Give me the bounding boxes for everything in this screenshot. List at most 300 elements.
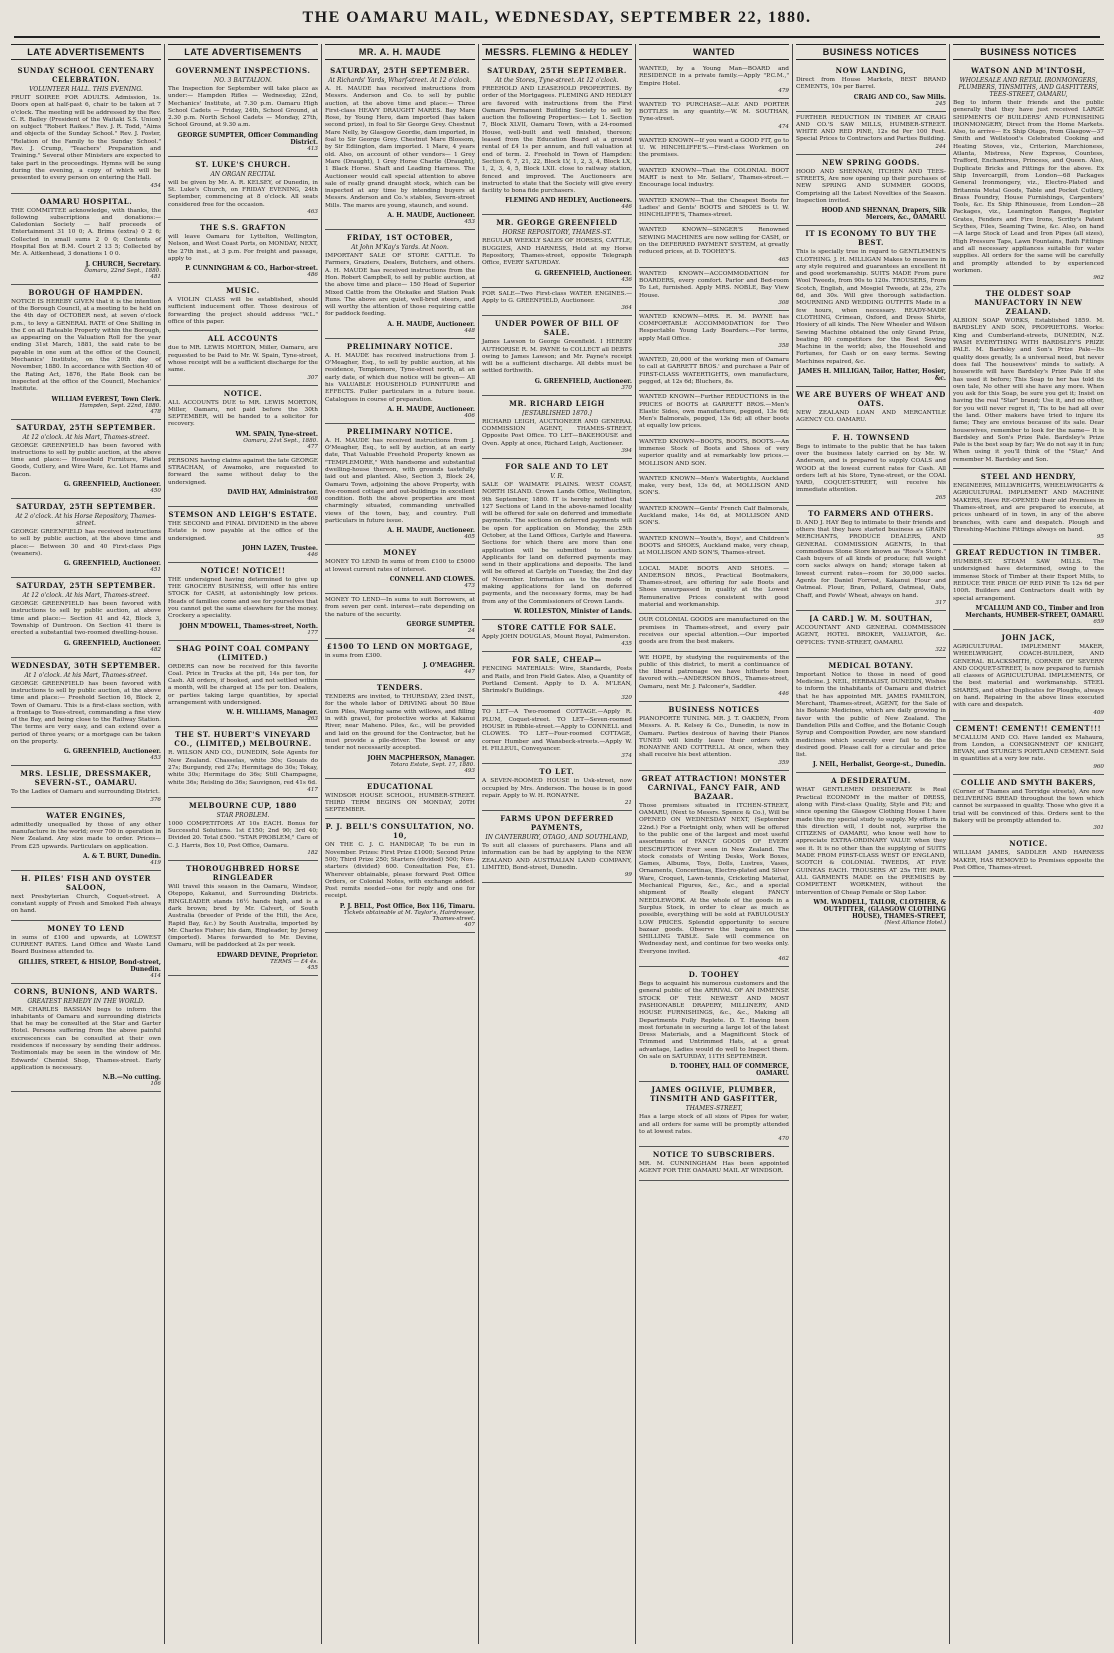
ad-heading: FOR SALE, CHEAP— — [512, 655, 602, 665]
ad-heading: JAMES OGILVIE, PLUMBER, TINSMITH AND GASFITTER, — [650, 1085, 778, 1104]
ad-reference-number: 454 — [150, 182, 161, 189]
advertisement — [325, 779, 475, 820]
ad-body-text: PERSONS having claims against the late GEORGE STRACHAN, of Awamoko, are requested to forward the same without delay to the undersigned. — [168, 457, 318, 486]
ad-reference-number: 358 — [778, 343, 789, 350]
advertisement — [11, 420, 161, 499]
advertisement — [11, 871, 161, 921]
advertisement — [325, 339, 475, 424]
ad-reference-number: 419 — [150, 859, 161, 866]
ad-heading: FRIDAY, 1ST OCTOBER, — [346, 233, 454, 243]
ad-body-text: (Corner of Thames and Torridge streets), Are now DELIVERING BREAD throughout the town which cannot be surpassed in quality. Those who give it a trial will be convinced of this. Orders sent to the Bakery will be promptly attended to. — [953, 788, 1104, 824]
advertisement — [639, 63, 789, 99]
ad-body-text: D. AND J. HAY Beg to intimate to their friends and others that they have started business as GRAIN MERCHANTS, PRODUCE DEALERS, AND GENERAL COMMISSION AGENTS, In that commodious Stone Store known as "Ross's Store." Cash buyers of all kinds of produce; full weight corn sacks always on hand; storage taken at lowest current rates—room for 30,000 sacks. Agents for Daniel Forrest, Kakanui Flour and Oatmeal. Flour, Bran, Pollard, Oatmeal, Oats, Chaff, and Fowls' Wheat, always on hand. — [796, 519, 946, 599]
ad-reference-number: 493 — [464, 767, 475, 774]
ad-signature-line: Oamaru, 21st Sept., 1880. — [243, 437, 318, 444]
column-2 — [165, 44, 322, 1644]
ad-body-text: A. H. MAUDE has received instructions from J. O'Meagher, Esq., to sell by auction, at an early date, That Valuable Freehold Property known as "TEMPLEMORE," With handsome and substantial dwelling-house thereon, with grounds tastefully laid out and planted. Also, Section 3, Block 24, Oamaru Town, adjoining the above Property, with five-roomed cottage and out-buildings in excellent condition. Both the above properties are most charmingly situated, commanding unrivalled views of the town, bay, and country. Full particulars in future issue. — [325, 437, 475, 525]
ad-body-text: will be given by Mr. A. R. KELSEY, of Dunedin, in St. Luke's Church, on FRIDAY EVENING, 24th September, commencing at 8 o'clock. All seats considered free for the occasion. — [168, 179, 318, 208]
advertisement — [639, 1147, 789, 1181]
column-header: WANTED — [639, 44, 789, 60]
masthead-rule — [14, 36, 1100, 38]
ad-signature: CRAIG AND CO., Saw Mills. — [853, 93, 946, 101]
ad-signature-line: Totara Estate, Sept. 17, 1880. — [390, 761, 475, 768]
column-header: BUSINESS NOTICES — [953, 44, 1104, 60]
ad-heading: COLLIE AND SMYTH BAKERS, — [960, 777, 1097, 787]
ad-body-text: Direct from House Markets, BEST BRAND CEMENTS, 10s per Barrel. — [796, 77, 946, 91]
advertisement — [11, 63, 161, 194]
advertisement — [11, 658, 161, 767]
ad-reference-number: 446 — [778, 691, 789, 697]
advertisement — [325, 819, 475, 932]
ad-body-text: WANTED KNOWN—Men's Watertights, Auckland make, very best, 13s 6d, at MOLLISON AND SON'S. — [639, 475, 789, 497]
advertisement — [639, 391, 789, 435]
ad-signature: N.B.—No cutting. — [102, 1074, 161, 1082]
ad-body-text: THE SECOND and FINAL DIVIDEND in the above Estate is now payable at the office of the undersigned. — [168, 520, 318, 542]
ad-heading: THOROUGHBRED HORSE RINGLEADER — [186, 864, 300, 883]
ad-heading: UNDER POWER OF BILL OF SALE. — [494, 319, 620, 338]
ad-body-text: WANTED TO PURCHASE—ALE AND PORTER BOTTLES in any quantity.—W. M. SOUTHAN, Tyne-street. — [639, 101, 789, 123]
ad-subheading: STAR PROBLEM. — [216, 811, 270, 819]
ad-body-text: TO LET—A Two-roomed COTTAGE.—Apply R. PLUM, Coquet-street. TO LET—Seven-roomed HOUSE in Ribble-street.—Apply to CONNELL and CLOWES. TO LET—Four-roomed COTTAGE, corner Humber and Wansbeck-streets.—Apply W. H. FILLEUL, Conveyancer. — [482, 709, 632, 752]
ad-reference-number: 414 — [150, 972, 161, 979]
ad-body-text: THE COMMITTEE acknowledge, with thanks, the following subscriptions and donations:— Caledonian Society — half proceeds of Entertainment 31 10 0; A. Brims (extra) 0 2 6; Collected in small sums 2 0 0; Contents of Hospital Box at B.M. Court 2 13 5; Collected by Mr. A. Aitkenhead, 3 donations 1 0 0. — [11, 207, 161, 258]
advertisement — [953, 721, 1104, 775]
ad-heading: BUSINESS NOTICES — [668, 705, 760, 714]
advertisement — [168, 157, 318, 220]
ad-body-text: WHAT GENTLEMEN DESIDERATE is Real Practical ECONOMY in the matter of DRESS, along with First-class Quality, Style and Fit; and since opening the Glasgow Clothing House I have made this my special study to supply. My efforts in this direction will, I doubt not, surprise the CITIZENS of OAMARU, who know well how to appreciate EXTRA-ORDINARY VALUE when they see it. It is no other than the supplying of SUITS MADE FROM FIRST-CLASS WEST OF ENGLAND, SCOTCH & COLONIAL TWEEDS, AT FIVE GUINEAS EACH. TROUSERS AT 25s THE PAIR. ALL GARMENTS MADE on the PREMISES by COMPETENT WORKMEN, without the intervention of Cheap Female or Slop Labor. — [796, 787, 946, 896]
ad-reference-number: 455 — [307, 964, 318, 971]
advertisement — [953, 836, 1104, 877]
ad-heading: IT IS ECONOMY TO BUY THE BEST. — [805, 229, 937, 248]
advertisement — [168, 861, 318, 976]
ad-heading: SATURDAY, 25TH SEPTEMBER. — [16, 422, 156, 432]
ad-body-text: Begs to acquaint his numerous customers and the general public of the ARRIVAL OF AN IMMENSE STOCK OF THE NEWEST AND MOST FASHIONABLE DRAPERY, MILLINERY, AND HOUSE FURNISHINGS, &c., &c., Making all Departments Fully Replete. D. T. Having been most fortunate in securing a large lot of the latest Dress Materials, and a Magnificent Stock of Trimmed and Untrimmed Hats, at a great advantage, Ladies would do well to Inspect them. On sale on SATURDAY, 11TH SEPTEMBER. — [639, 981, 789, 1060]
ad-subheading: At 2 o'clock. At his Horse Repository, Thames-street. — [15, 512, 157, 527]
advertisement — [639, 473, 789, 503]
ad-reference-number: 481 — [150, 273, 161, 280]
advertisement — [11, 808, 161, 871]
ad-reference-number: 359 — [778, 759, 789, 766]
advertisement — [953, 63, 1104, 286]
advertisement — [168, 331, 318, 385]
advertisement — [168, 63, 318, 157]
ad-body-text: M'CALLUM AND CO. Have landed ex Mahaura, from London, a CONSIGNMENT OF KNIGHT, BEVAN, and STURGE'S PORTLAND CEMENT. Sold in quantities at a very low rate. — [953, 734, 1104, 763]
ad-reference-number: 413 — [307, 145, 318, 152]
advertisement — [639, 436, 789, 473]
advertisement — [639, 563, 789, 615]
ad-signature: JOHN MACPHERSON, Manager. — [367, 754, 475, 762]
advertisement — [168, 220, 318, 283]
ad-signature: A. H. MAUDE, Auctioneer. — [387, 405, 475, 413]
ad-reference-number: 99 — [624, 872, 632, 879]
advertisement — [168, 641, 318, 728]
ad-heading: FARMS UPON DEFERRED PAYMENTS, — [500, 814, 614, 833]
ad-subheading: HORSE REPOSITORY, THAMES-ST. — [502, 229, 612, 237]
ad-signature: W. H. WILLIAMS, Manager. — [226, 709, 318, 717]
ad-heading: BOROUGH OF HAMPDEN. — [28, 287, 144, 297]
ad-heading: MR. RICHARD LEIGH — [509, 398, 605, 408]
ad-signature: M'CALLUM AND CO., Timber and Iron Merchants, HUMBER-STREET, OAMARU. — [965, 604, 1104, 619]
ad-body-text: PIANOFORTE TUNING. MR. J. T. OAKDEN, From Messrs. A. R. Kelsey & Co., Dunedin, is now in Oamaru. Parties desirous of having their Pianos TUNED will kindly leave their orders with RONAYNE AND COTTRELL. At once, when they shall receive his best attention. — [639, 716, 789, 759]
advertisement — [796, 387, 946, 430]
ad-body-text: FURTHER REDUCTION IN TIMBER AT CRAIG AND CO.'S SAW MILLS, HUMBER-STREET. WHITE AND RED PINE, 12s 6d Per 100 Feet. Special Prices to Contractors and Parties Building. — [796, 114, 946, 143]
ad-heading: PRELIMINARY NOTICE. — [346, 341, 454, 351]
advertisement — [11, 578, 161, 657]
advertisement — [639, 614, 789, 651]
ad-signature: EDWARD DEVINE, Proprietor. — [216, 951, 318, 959]
ad-body-text: LOCAL MADE BOOTS AND SHOES. —ANDERSON BROS., Practical Bootmakers, Thames-street, are offering for sale Boots and Shoes unsurpassed in quality at the Lowest Remunerative Prices consistent with good material and workmanship. — [639, 565, 789, 609]
ad-heading: [A CARD.] W. M. SOUTHAN, — [809, 613, 933, 623]
ad-signature: JOHN M'DOWELL, Thames-street, North. — [179, 622, 318, 630]
column-header: BUSINESS NOTICES — [796, 44, 946, 60]
ad-signature: J. NEIL, Herbalist, George-st., Dunedin. — [812, 761, 946, 769]
ad-heading: PRELIMINARY NOTICE. — [346, 426, 454, 436]
ad-body-text: A VIOLIN CLASS will be established, should sufficient inducement offer. Those desirous of forwarding the project should address "W.L." office of this paper. — [168, 297, 318, 326]
advertisement — [168, 283, 318, 331]
ad-subheading: At 12 o'clock. At his Mart, Thames-street. — [22, 592, 150, 600]
advertisement — [482, 459, 632, 620]
ad-subheading: THAMES-STREET, — [685, 1105, 743, 1113]
columns-container — [8, 44, 1108, 1644]
advertisement — [482, 215, 632, 287]
ad-body-text: WANTED KNOWN—That the Cheapest Boots for Ladies' and Gents' BOOTS and SHOES is U. W. HINCHLIFFE'S, Thames-street. — [639, 197, 789, 219]
ad-reference-number: 405 — [464, 534, 475, 541]
ad-subheading: WHOLESALE AND RETAIL IRONMONGERS, PLUMBERS, TINSMITHS, AND GASFITTERS, TEES-STREET, OAMARU, — [958, 77, 1099, 98]
ad-body-text: Begs to intimate to the public that he has taken over the business lately carried on by Mr. W. Anderson, and is prepared to supply COALS and WOOD at the lowest current rates for Cash. All orders left at his Store, Tyne-street, or the COAL YARD, COQUET-STREET, will receive his immediate attention. — [796, 443, 946, 494]
ad-heading: MR. GEORGE GREENFIELD — [496, 218, 618, 228]
ad-body-text: REGULAR WEEKLY SALES OF HORSES, CATTLE, BUGGIES, AND HARNESS, Held at my Horse Repository, Thames-street, opposite Telegraph Office, EVERY SATURDAY. — [482, 238, 632, 267]
ad-body-text: in sums of £100 and upwards, at LOWEST CURRENT RATES. Land Office and Waste Land Board Business attended to. — [11, 934, 161, 956]
ad-signature: FLEMING AND HEDLEY, Auctioneers. — [505, 197, 632, 205]
ad-body-text: NOTICE IS HEREBY GIVEN that it is the intention of the Borough Council, at a meeting to be held on the 4th day of OCTOBER next, at seven o'clock p.m., to levy a GENERAL RATE of One Shilling in the £ on all Rateable Property within the Borough, as appearing on the Valuation Roll for the year ending 31st March, 1881, the said rate to be payable in one sum at the office of the Council, Mechanics' Institute, on the 20th day of November, 1880. In accordance with Section 40 of the Rating Act, 1876, the Rate Book can be inspected at the office of the Council, Mechanics' Institute. — [11, 298, 161, 393]
ad-reference-number: 474 — [778, 123, 789, 130]
ad-heading: A DESIDERATUM. — [831, 776, 911, 786]
advertisement — [639, 311, 789, 354]
advertisement — [796, 63, 946, 112]
ad-reference-number: 417 — [307, 786, 318, 793]
ad-heading: JOHN JACK, — [1001, 632, 1056, 642]
advertisement — [325, 680, 475, 778]
advertisement — [482, 396, 632, 459]
advertisement — [953, 286, 1104, 469]
ad-reference-number: 364 — [621, 305, 632, 312]
advertisement — [482, 652, 632, 706]
ad-body-text: WILLIAM JAMES, SADDLER AND HARNESS MAKER, HAS REMOVED to Premises opposite the Post Office, Thames-street. — [953, 850, 1104, 871]
ad-heading: GREAT REDUCTION IN TIMBER. — [955, 548, 1102, 558]
ad-heading: STEEL AND HENDRY, — [980, 472, 1077, 482]
ad-body-text: Has a large stock of all sizes of Pipes for water, and all orders for same will be promptly attended to at lowest rates. — [639, 1114, 789, 1135]
ad-reference-number: 322 — [935, 646, 946, 653]
ad-heading: D. TOOHEY — [688, 970, 740, 980]
advertisement — [11, 766, 161, 807]
advertisement — [639, 652, 789, 702]
ad-heading: NEW SPRING GOODS. — [822, 157, 920, 167]
ad-heading: CORNS, BUNIONS, AND WARTS. — [13, 986, 159, 996]
ad-heading: MELBOURNE CUP, 1880 — [188, 800, 298, 810]
ad-signature: GEORGE SUMPTER. — [406, 620, 475, 628]
advertisement — [953, 775, 1104, 836]
ad-body-text: WANTED KNOWN—Gents' French Calf Balmorals, Auckland make, 14s 6d, at MOLLISON AND SON'S. — [639, 505, 789, 527]
column-header: MR. A. H. MAUDE — [325, 44, 475, 60]
ad-heading: SHAG POINT COAL COMPANY (LIMITED.) — [176, 643, 310, 662]
ad-signature: G. GREENFIELD, Auctioneer. — [63, 639, 161, 647]
ad-heading: GOVERNMENT INSPECTIONS. — [175, 66, 311, 75]
ad-heading: TO FARMERS AND OTHERS. — [808, 508, 934, 518]
ad-signature: WILLIAM EVEREST, Town Clerk. — [51, 395, 161, 403]
ad-heading: SATURDAY, 25TH SEPTEMBER. — [330, 66, 470, 75]
ad-reference-number: 450 — [150, 487, 161, 494]
ad-reference-number: 407 — [464, 921, 475, 928]
ad-reference-number: 478 — [150, 408, 161, 415]
ad-heading: WEDNESDAY, 30TH SEPTEMBER. — [11, 660, 161, 670]
column-3 — [322, 44, 479, 1644]
ad-signature: P. J. BELL, Post Office, Box 116, Timaru. — [339, 902, 475, 910]
ad-heading: SATURDAY, 25TH SEPTEMBER. — [487, 66, 627, 75]
advertisement — [168, 455, 318, 507]
ad-signature: CONNELL AND CLOWES. — [389, 575, 475, 583]
ad-signature: A. & T. BURT, Dunedin. — [82, 852, 161, 860]
ad-reference-number: 477 — [307, 443, 318, 450]
ad-reference-number: 479 — [778, 87, 789, 94]
ad-heading: THE ST. HUBERT'S VINEYARD CO., (LIMITED,) MELBOURNE. — [174, 730, 312, 749]
ad-signature: GEORGE SUMPTER, Officer Commanding District. — [177, 131, 318, 146]
ad-subheading: At the Stores, Tyne-street. At 12 o'clock. — [495, 77, 619, 84]
ad-signature-line: Hampden, Sept. 22nd, 1880. — [79, 402, 161, 409]
ad-heading: MONEY TO LEND — [47, 923, 125, 933]
ad-subheading: At Richards' Yards, Wharf-street. At 12 o'clock. — [328, 77, 472, 84]
advertisement — [953, 469, 1104, 545]
ad-reference-number: 453 — [150, 755, 161, 762]
ad-body-text: A SEVEN-ROOMED HOUSE in Usk-street, now occupied by Mrs. Anderson. The house is in good repair. Apply to W. H. RONAYNE. — [482, 778, 632, 799]
ad-subheading: VOLUNTEER HALL. THIS EVENING. — [29, 86, 143, 93]
ad-reference-number: 374 — [621, 753, 632, 760]
advertisement — [325, 63, 475, 230]
column-1 — [8, 44, 165, 1644]
ad-body-text: FRUIT SOIREE FOR ADULTS. Admission, 1s. Doors open at half-past 6, chair to be taken at 7 o'clock. The meeting will be addressed by the Rev. C. R. Bailey (President of the Waitaki S.S. Union) on subject "Robert Raikes." Rev. J. R. Todd, "Aims and objects of the Sunday School." Rev. J. Foster, "Relation of the Family to the Sunday School." Rev. J. Crump, "Teachers' Preparation and Training." Several other Ministers are expected to take part in the proceedings. Hymns will be sung during the evening, a copy of which will be presented to every person on entering the Hall. — [11, 95, 161, 182]
ad-reference-number: 245 — [935, 100, 946, 107]
ad-body-text: WINDSOR HOUSE SCHOOL, HUMBER-STREET. THIRD TERM BEGINS ON MONDAY, 20TH SEPTEMBER. — [325, 792, 475, 814]
ad-body-text: A. H. MAUDE has received instructions from Messrs. Anderson and Co. to sell by public auction, at the above time and place:— Three First-class HEAVY DRAUGHT MARES. Bay Mare Rose, by Young Hero, dam imported (has taken second prize), in foal to Sir George Grey. Chestnut Mare Nelly, by Glasgow Geordie, dam imported, in foal to Sir George Grey. Chestnut Mare Blossom, by Sir Ediington, dam imported. 1 Mare, 4 years old. Also, on account of other vendors— 1 Grey Mare (Draught), 1 Grey Horse Charlie (Draught), 1 Black Horse. Shaft and Leading Harness. The Auctioneer would call special attention to above sale of really grand draught stock, which can be inspected at any time by intending buyers at Messrs. Anderson and Co.'s stables, Severn-street Mills. The mares are young, staunch, and sound. — [325, 86, 475, 209]
ad-signature-line: Tickets obtainable at M. Taylor's, Hairdresser, Thames-street. — [343, 909, 475, 922]
ad-heading: ST. LUKE'S CHURCH. — [195, 159, 291, 169]
ad-heading: MEDICAL BOTANY. — [828, 660, 914, 670]
advertisement — [168, 563, 318, 641]
column-header: LATE ADVERTISEMENTS — [168, 44, 318, 60]
ad-subheading: At 12 o'clock. At his Mart, Thames-street. — [22, 433, 150, 441]
ad-heading: NOTICE. — [1009, 839, 1048, 849]
ad-body-text: due to MR. LEWIS MORTON, Miller, Oamaru, are requested to be Paid to Mr. W. Spain, Tyne-street, whose receipt will be a sufficient discharge for the same. — [168, 345, 318, 374]
ad-reference-number: 308 — [778, 299, 789, 306]
ad-signature: JOHN LAZEN, Trustee. — [242, 544, 318, 552]
ad-reference-number: 465 — [778, 256, 789, 263]
ad-subheading: At 1 o'clock. At his Mart, Thames-street. — [24, 671, 148, 679]
ad-body-text: TENDERS are invited, to THURSDAY, 23rd INST., for the whole labor of DRIVING about 50 Blue Gum Piles, Warping same with willows, and filling in with gravel, for protective works at Kakanui River, near Maheno. Piles, &c., will be provided and laid on the ground for the Contractor, but he must provide a pile-driver. The lowest or any tender not necessarily accepted. — [325, 694, 475, 752]
ad-body-text: HUMBER-ST. STEAM SAW MILLS. The undersigned have determined, owing to the immense Stock of Timber at their Export Mills, to REDUCE THE PRICE OF RED PINE To 12s 6d per 100ft. Builders and Contractors dealt with by special arrangement. — [953, 559, 1104, 602]
ad-signature: A. H. MAUDE, Auctioneer. — [387, 320, 475, 328]
ad-body-text: WANTED KNOWN—Youth's, Boys', and Children's BOOTS and SHOES, Auckland make, very cheap, at MOLLISON AND SON'S, Thames-street. — [639, 535, 789, 557]
ad-subheading: AN ORGAN RECITAL — [210, 170, 276, 178]
ad-subheading: At John M'Kay's Yards. At Noon. — [351, 244, 449, 252]
ad-signature: HOOD AND SHENNAN, Drapers, Silk Mercers, &c., OAMARU. — [821, 207, 946, 222]
ad-reference-number: 453 — [464, 219, 475, 226]
ad-body-text: WANTED KNOWN—MRS. R. M. PAYNE has COMFORTABLE ACCOMMODATION for Two Respectable Young Lady Boarders.—For terms, apply Mail Office. — [639, 313, 789, 342]
ad-body-text: Important Notice to those in need of good Medicine. J. NEIL, HERBALIST, DUNEDIN, Wishes to inform the inhabitants of Oamaru and district that he has appointed MR. JAMES FAMILTON, Merchant, Thames-street, AGENT, for the Sale of his Botanic Medicines, which are daily growing in favor with the public of New Zealand. The Dandelion Pills and Coffee, and the Botanic Cough Syrup and Composition Powder, are now standard medicines which scarcely ever fail to do the desired good. Please call for a circular and price list. — [796, 671, 946, 759]
advertisement — [639, 135, 789, 165]
ad-body-text: WANTED KNOWN—SINGER'S Renowned SEWING MACHINES are now selling for CASH, or on the DEFERRED PAYMENT SYSTEM, at greatly reduced prices, at D. TOOHEY'S. — [639, 227, 789, 256]
ad-body-text: ENGINEERS, MILLWRIGHTS, WHEELWRIGHTS & AGRICULTURAL IMPLEMENT AND MACHINE MAKERS, Have RE-OPENED their old Premises in Thames-street, and are prepared to execute, at prices unheard of in town, in any of the above branches, with care and despatch. Plough and Threshing-Machine Fittings always on hand. — [953, 483, 1104, 533]
ad-body-text: ALL ACCOUNTS DUE to MR. LEWIS MORTON, Miller, Oamaru, not paid before the 30th SEPTEMBER, will be handed to a solicitor for recovery. — [168, 399, 318, 428]
ad-body-text: ACCOUNTANT AND GENERAL COMMISSION AGENT, HOTEL BROKER, VALUATOR, &c. OFFICES: TYNE-STREET, OAMARU. — [796, 624, 946, 646]
ad-reference-number: 406 — [464, 412, 475, 419]
ad-signature: DAVID HAY, Administrator. — [227, 488, 318, 496]
ad-heading: GREAT ATTRACTION! MONSTER CARNIVAL, FANCY FAIR, AND BAZAAR. — [641, 773, 787, 801]
ad-reference-number: 486 — [307, 272, 318, 279]
ad-body-text: To suit all classes of purchasers. Plans and all information can be had by applying to the NEW ZEALAND AND AUSTRALIAN LAND COMPANY, LIMITED, Bond-street, Dunedin. — [482, 843, 632, 871]
ad-signature: G. GREENFIELD, Auctioneer. — [63, 560, 161, 568]
ad-body-text: SALE OF WAIMATE PLAINS. WEST COAST, NORTH ISLAND. Crown Lands Office, Wellington, 9th September, 1880. IT is hereby notified that 127 Sections of Land in the above-named locality will be offered for sale on deferred and immediate payments. The sections on deferred payments will be open for application on Monday, the 25th October, at the Land Offices, Carlyle and Hawera. Sections for which there are more than one application will be submitted to auction. Applicants for land on deferred payments may send in their applications and deposits. The land will be offered at Carlyle on Tuesday, the 2nd day of November. Information as to the mode of making applications for land on deferred payments, and the necessary forms, may be had from any of the Commissioners of Crown Lands. — [482, 481, 632, 605]
advertisement — [639, 268, 789, 311]
ad-body-text: RICHARD LEIGH, AUCTIONEER AND GENERAL COMMISSION AGENT, THAMES-STREET, Opposite Post Office. TO LET—BAKEHOUSE and Oven. Apply at once, Richard Leigh, Auctioneer. — [482, 418, 632, 447]
advertisement — [325, 594, 475, 639]
advertisement — [325, 545, 475, 594]
advertisement — [796, 112, 946, 155]
ad-body-text: GEORGE GREENFIELD has been favored with instructions to sell by public auction, at the above time and place:— Household Furniture, Plated Goods, Cutlery, and Wire Ware, &c. Lot Hams and Bacon. — [11, 442, 161, 478]
ad-reference-number: 244 — [935, 143, 946, 150]
ad-heading: NOW LANDING, — [835, 66, 907, 75]
advertisement — [482, 764, 632, 811]
advertisement — [482, 811, 632, 883]
ad-body-text: ORDERS can now be received for this favorite Coal. Price in Trucks at the pit, 14s per ton, for Cash. All orders, if booked, and not settled within a month, will be charged at 15s per ton. Dealers, or parties taking large quantities, by special arrangement with undersigned. — [168, 663, 318, 707]
advertisement — [325, 230, 475, 339]
advertisement — [325, 639, 475, 680]
ad-reference-number: 482 — [150, 646, 161, 653]
advertisement — [168, 507, 318, 563]
advertisement — [482, 288, 632, 317]
ad-signature-line: TERMS — £4 4s. — [270, 958, 318, 965]
advertisement — [639, 224, 789, 267]
advertisement — [168, 386, 318, 455]
advertisement — [11, 499, 161, 578]
ad-reference-number: 182 — [307, 850, 318, 857]
ad-heading: NOTICE. — [223, 388, 263, 398]
ad-heading: STORE CATTLE FOR SALE. — [497, 622, 617, 632]
ad-signature-line: (Next Alliance Hotel.) — [884, 919, 946, 926]
advertisement — [639, 533, 789, 563]
advertisement — [953, 545, 1104, 630]
advertisement — [796, 658, 946, 774]
ad-signature: P. CUNNINGHAM & CO., Harbor-street. — [185, 265, 318, 273]
ad-heading: SUNDAY SCHOOL CENTENARY CELEBRATION. — [17, 66, 155, 84]
advertisement — [482, 316, 632, 395]
advertisement — [796, 611, 946, 658]
ad-reference-number: 394 — [621, 447, 632, 454]
advertisement — [168, 798, 318, 861]
ad-body-text: A. H. MAUDE has received instructions from J. O'Meagher, Esq., to sell by public auction, at his residence, Templemore, Tyne-street north, at an early date, of which due notice will be given— All his VALUABLE HOUSEHOLD FURNITURE and EFFECTS. Fuller particulars in a future issue. Catalogues in course of preparation. — [325, 352, 475, 403]
ad-signature: D. TOOHEY, HALL OF COMMERCE, OAMARU. — [670, 1063, 789, 1078]
advertisement — [639, 503, 789, 533]
ad-body-text: Those premises situated in ITCHEN-STREET, OAMARU, (Next to Messrs. Spence & Co.), Will be OPENED ON WEDNESDAY NEXT, (September 22nd.) For a Fortnight only, when will be offered to the public one of the largest and most useful assortments of FANCY GOODS OF EVERY DESCRIPTION Ever seen in New Zealand. The stock consists of Writing Desks, Work Boxes, Games, Albums, Toys, Dolls, Lustres, Vases, Ornaments, Concertinas, Electro-plated and Silver Ware, Croquet, Lawn-tennis, Cricketing Material, Mechanical Figures, &c., &c., and a special shipment of Really elegant FANCY NEEDLEWORK. At the whole of the goods in a Surplus Stock, in order to clear as much as possible, everything will be sold at FABULOUSLY LOW PRICES. Splendid opportunity to secure bazaar goods. Observe the bargains on the SHILLING TABLE. Sale will commence on Wednesday next, and continue for two weeks only. Everyone invited. — [639, 802, 789, 955]
ad-body-text: WANTED, 20,000 of the working men of Oamaru to call at GARRETT BROS.' and purchase a Pair of FIRST-CLASS WATERTIGHTS, own manufacture, pegged, at 12s 6d; Bluchers, 8s. — [639, 357, 789, 385]
ad-reference-number: 659 — [1093, 618, 1104, 625]
ad-body-text: next Presbyterian Church, Coquet-street. A constant supply of Fresh and Smoked Fish always on hand. — [11, 893, 161, 915]
ad-signature: W. ROLLESTON, Minister of Lands. — [513, 607, 632, 615]
ad-heading: NOTICE! NOTICE!! — [200, 565, 286, 575]
advertisement — [796, 506, 946, 611]
ad-body-text: GEORGE GREENFIELD has received instructions to sell by public auction, at the above time and place:— Between 30 and 40 First-class Pigs (weaners). — [11, 528, 161, 557]
ad-body-text: GEORGE GREENFIELD has been favored with instructions to sell by public auction, at the above time and place:— Freehold Section 16, Block 2, Town of Oamaru. This is a first-class section, with a frontage to Tees-street, commanding a fine view of the Bay, and being close to the Railway Station. The terms are very easy, and can extend over a period of three years; or a mortgage can be taken on the property. — [11, 680, 161, 746]
ad-reference-number: 447 — [464, 669, 475, 676]
ad-body-text: MR. M. CUNNINGHAM Has been appointed AGENT FOR THE OAMARU MAIL AT WINDSOR. — [639, 1161, 789, 1175]
column-7 — [950, 44, 1107, 1644]
ad-heading: P. J. BELL'S CONSULTATION, NO. 10, — [325, 822, 475, 841]
ad-signature: J. CHURCH, Secretary. — [85, 260, 161, 268]
ad-signature: WM. WADDELL, TAILOR, CLOTHIER, & OUTFITTER, (GLASGOW CLOTHING HOUSE), THAMES-STREET, — [813, 898, 946, 920]
ad-body-text: GEORGE GREENFIELD has been favored with instructions to sell by public auction, at above time and place:— Section 41 and 42, Block 3, Township of Duntroon. On Section 41 there is erected a substantial two-roomed dwelling-house. — [11, 601, 161, 637]
advertisement — [11, 194, 161, 285]
ad-body-text: WANTED, by a Young Man—BOARD and RESIDENCE in a private family.—Apply "P.C.M.," Empire Hotel. — [639, 66, 789, 87]
ad-reference-number: 409 — [1093, 709, 1104, 716]
ad-body-text: WE HOPE, by studying the requirements of the public of this district, to merit a continuance of the liberal patronage we have hitherto been favored with.—ANDERSON BROS., Thames-street, Oamaru, next Mr. J. Falconer's, Saddler. — [639, 654, 789, 690]
ad-heading: SATURDAY, 25TH SEPTEMBER. — [16, 581, 156, 591]
advertisement — [11, 984, 161, 1093]
ad-body-text: Beg to inform their friends and the public generally that they have just received LARGE SHIPMENTS OF BUILDERS' AND FURNISHING IRONMONGERY, Direct from the Home Markets. Also, to arrive— Ex Ship Otago, from Glasgow—37 Smith and Wellstood's Celebrated Cooking and Heating Stoves, viz., Criterion, Marchioness, Atlanta, Mistress, New Express, Countess, Trafford, Enchantress, Princess, and Queen. Also, Duplicate Bricks and Fittings for the above. Ex Ship Invercargill, from London—68 Packages General Ironmongery, viz., Electro-Plated and Britannia Metal Goods, Table and Pocket Cutlery, Brass Foundry, House Furnishings, Carpenters' Tools, &c. Ex Ship Rhinousue, from London—28 Packages, viz., Leamington Ranges, Register Grates, Fenders and Fire Irons, Scriby's Patent Scythes, Files, Seaming Twine, &c. Also, on hand—A large Stock of Lead and Iron Pipes (all sizes), High Pressure Taps, Lawn Fountains, Bath Fittings and all necessary appliances suitable for water supplies. All orders for the same will be carefully and promptly attended to by experienced workmen. — [953, 100, 1104, 274]
ad-body-text: Will travel this season in the Oamaru, Windsor, Otepopo, Kakanui, and Surrounding Districts. RINGLEADER stands 16½ hands high, and is a dark brown; bred by Mr. Calvert, of South Australia (breeder of Pride of the Hill, the Ace, Rapid Bay, &c.) by South Australia, imported by Mr. Charles Fisher; his dam, Ringleader, by Jersey (imported). Mares forwarded to Mr. Devine, Oamaru, will be paddocked at 2s per week. — [168, 884, 318, 949]
ad-body-text: James Lawson to George Greenfield. I HEREBY AUTHORISE R. M. PAYNE to COLLECT all DEBTS owing to James Lawson; and Mr. Payne's receipt will be a sufficient discharge. All debts must be settled forthwith. — [482, 339, 632, 375]
ad-signature: A. H. MAUDE, Auctioneer. — [387, 527, 475, 535]
ad-reference-number: 24 — [467, 627, 475, 634]
ad-subheading: GREATEST REMEDY IN THE WORLD. — [27, 997, 145, 1005]
advertisement — [953, 630, 1104, 721]
ad-reference-number: 960 — [1093, 763, 1104, 770]
ad-body-text: NEW ZEALAND LOAN AND MERCANTILE AGENCY CO. OAMARU. — [796, 410, 946, 424]
advertisement — [11, 285, 161, 420]
ad-body-text: R. WILSON AND CO., DUNEDIN, Sole Agents for New Zealand. Chasselas, white 30s; Gouais do 27s; Burgundy, red 27s; Hermitage do 30s; Tokay, white 30s; Hermitage do 36s; Still Champagne, white 36s; Reisling do 36s; Sauvignon, red 41s 6d. — [168, 750, 318, 786]
advertisement — [639, 165, 789, 195]
ad-reference-number: 177 — [307, 629, 318, 636]
ad-heading: MRS. LESLIE, DRESSMAKER, SEVERN-ST., OAMARU. — [20, 769, 152, 788]
ad-signature: A. H. MAUDE, Auctioneer. — [387, 212, 475, 220]
ad-body-text: MR. CHARLES BASSIAN begs to inform the inhabitants of Oamaru and surrounding districts that he may be consulted at the Star and Garter Hotel. Persons suffering from the above painful excrescences can be consulted at their own residences if necessary by sending their address. Testimonials may be seen in the window of Mr. Edwards' Chemist Shop, Thames-street. Early application is necessary. — [11, 1006, 161, 1071]
ad-body-text: AGRICULTURAL IMPLEMENT MAKER, WHEELWRIGHT, COACH-BUILDER, AND GENERAL BLACKSMITH, CORNER OF SEVERN AND COQUET-STREET, Is now prepared to furnish all classes of AGRICULTURAL IMPLEMENTS, Of the best material and workmanship. STEEL SHARES, and other Duplicates for Ploughs, always on hand. Repairing in the above lines executed with care and despatch. — [953, 643, 1104, 709]
ad-heading: FOR SALE AND TO LET — [505, 461, 609, 471]
ad-reference-number: 451 — [150, 567, 161, 574]
ad-body-text: Apply JOHN DOUGLAS, Mount Royal, Palmerston. — [482, 633, 631, 640]
ad-heading: EDUCATIONAL — [366, 781, 434, 791]
advertisement — [639, 702, 789, 771]
ad-heading: TENDERS. — [376, 683, 424, 693]
ad-body-text: The Inspection for September will take place as under:— Hampden Rifles — Wednesday, 22nd, Mechanics' Institute, at 7.30 p.m. Oamaru High School Cadets — Friday, 24th, School Ground, at 2.30 p.m. North School Cadets — Monday, 27th, School Ground, at 9.30 a.m. — [168, 86, 318, 129]
ad-body-text: MONEY TO LEND In sums of from £100 to £5000 at lowest current rates of interest. — [325, 559, 475, 573]
advertisement — [11, 921, 161, 984]
column-header: MESSRS. FLEMING & HEDLEY — [482, 44, 632, 60]
ad-body-text: MONEY TO LEND—In sums to suit Borrowers, at from seven per cent. interest—rate depending on the nature of the security. — [325, 596, 475, 618]
ad-body-text: WANTED KNOWN—Further REDUCTIONS in the PRICES of BOOTS at GARRETT BROS.—Men's Elastic Sides, own manufacture, pegged, 13s 6d; Men's Balmorals, pegged, 13s 6d; all other boots at equally low prices. — [639, 394, 789, 430]
ad-reference-number: 470 — [778, 1136, 789, 1143]
advertisement — [639, 99, 789, 135]
ad-heading: THE S.S. GRAFTON — [199, 222, 287, 232]
ad-heading: MUSIC. — [226, 286, 260, 296]
ad-signature: G. GREENFIELD, Auctioneer. — [63, 748, 161, 756]
ad-reference-number: 265 — [935, 494, 946, 501]
masthead — [0, 0, 1114, 36]
advertisement — [639, 771, 789, 967]
ad-signature-line: Oamaru, 22nd Sept., 1880. — [84, 267, 161, 274]
ad-body-text: will leave Oamaru for Lyttelton, Wellington, Nelson, and West Coast Ports, on MONDAY, NEXT, the 27th inst., at 3 p.m. For freight and passage, apply to — [168, 233, 318, 262]
ad-subheading: V. R. — [550, 472, 564, 480]
ad-body-text: WANTED KNOWN—ACCOMMODATION for BOARDERS, every comfort. Parlor and Bed-room To Let, furnished. Apply MRS. NOBLE, Bay View House. — [639, 270, 789, 299]
ad-subheading: [ESTABLISHED 1870.] — [522, 409, 592, 417]
ad-reference-number: 462 — [778, 956, 789, 963]
